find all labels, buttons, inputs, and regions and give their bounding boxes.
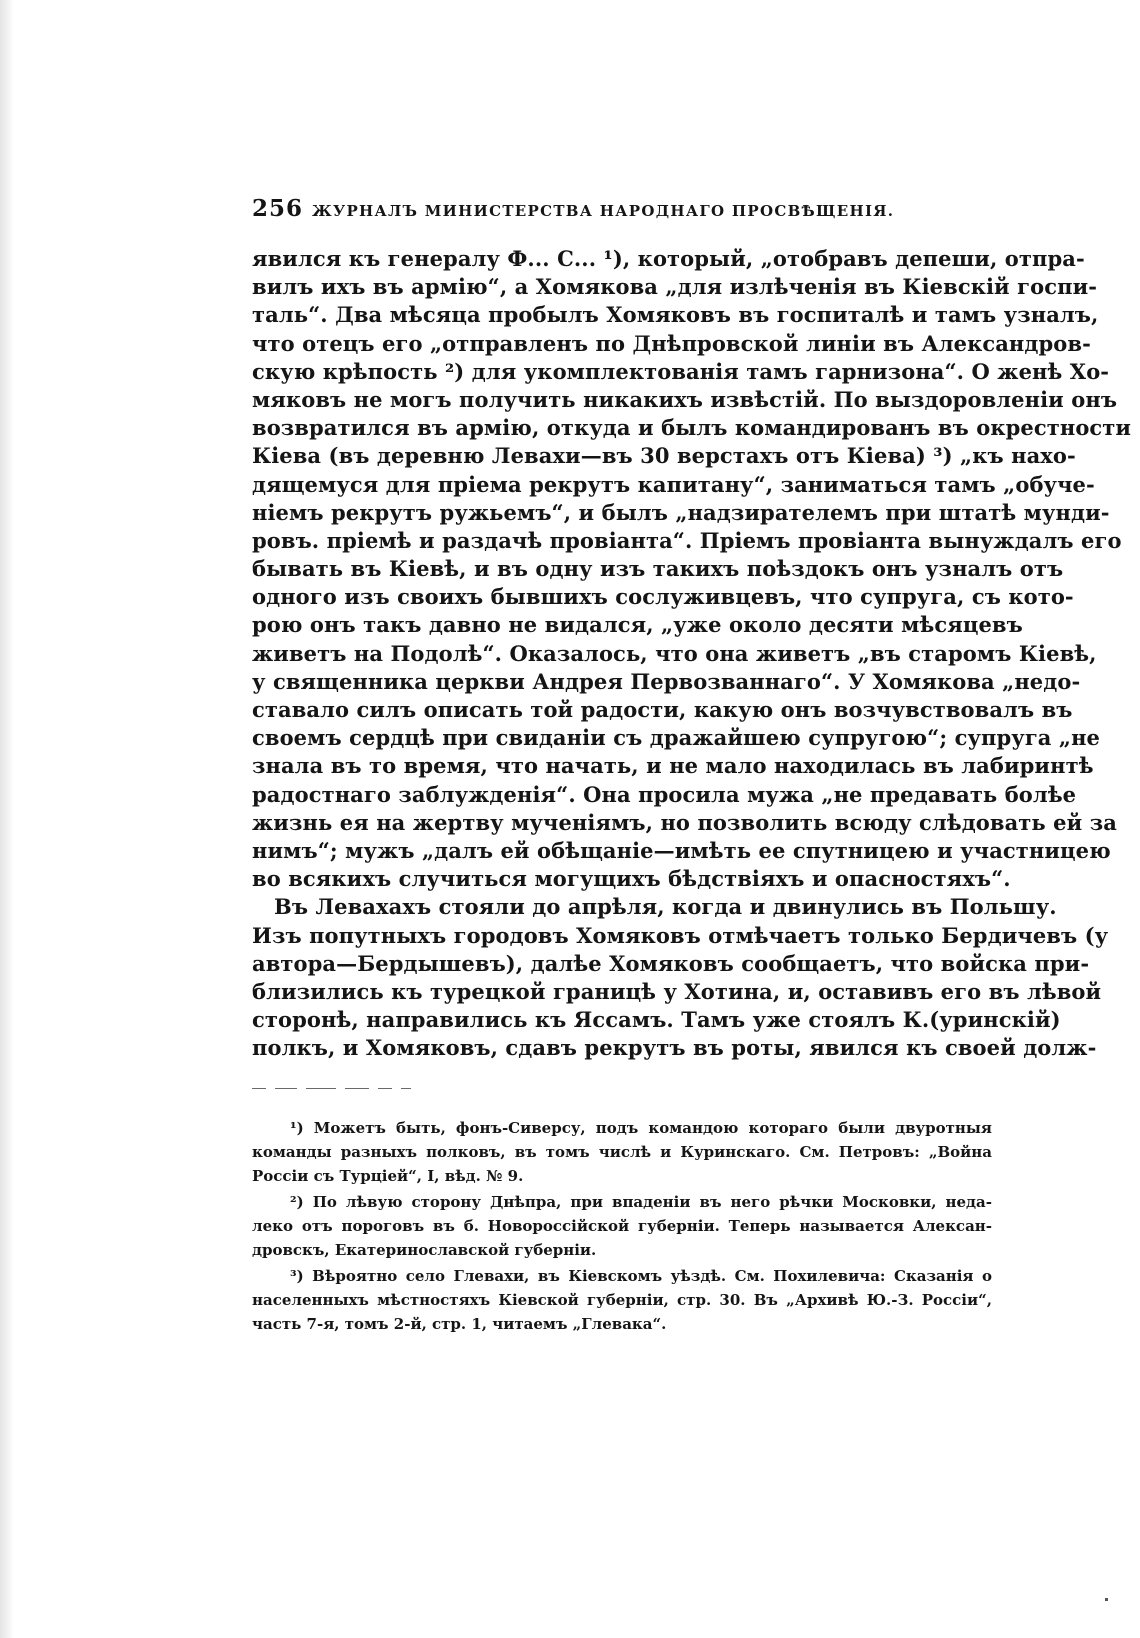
footnote-line: Россіи съ Турціей“, I, вѣд. № 9. xyxy=(252,1167,524,1186)
footnote-separator xyxy=(252,1082,992,1094)
text-line: нимъ“; мужъ „далъ ей обѣщаніе—имѣть ее спутницею и участницею xyxy=(252,837,1111,863)
running-title: ЖУРНАЛЪ МИНИСТЕРСТВА НАРОДНАГО ПРОСВѢЩЕНІЯ. xyxy=(312,202,895,220)
footnote-line: леко отъ пороговъ въ б. Новороссійской губерніи. Теперь называется Алексан- xyxy=(252,1217,992,1236)
text-line: мяковъ не могъ получить никакихъ извѣстій. По выздоровленіи онъ xyxy=(252,386,1118,412)
text-line: рою онъ такъ давно не видался, „уже около десяти мѣсяцевъ xyxy=(252,612,1023,638)
text-line: Въ Левахахъ стояли до апрѣля, когда и двинулись въ Польшу. xyxy=(274,894,1057,920)
text-line: сторонѣ, направились къ Яссамъ. Тамъ уже стоялъ К.(уринскій) xyxy=(252,1007,1061,1033)
text-line: что отецъ его „отправленъ по Днѣпровской линіи въ Александров- xyxy=(252,330,1091,356)
text-line: вилъ ихъ въ армію“, а Хомякова „для излѣченія въ Кіевскій госпи- xyxy=(252,274,1098,300)
footnotes xyxy=(252,1116,992,1336)
text-line: во всякихъ случиться могущихъ бѣдствіяхъ и опасностяхъ“. xyxy=(252,866,1011,892)
footnote-line: команды разныхъ полковъ, въ томъ числѣ и Куринскаго. См. Петровъ: „Война xyxy=(252,1143,992,1162)
text-line: ніемъ рекрутъ ружьемъ“, и былъ „надзирателемъ при штатѣ мунди- xyxy=(252,499,1110,525)
text-line: скую крѣпость ²) для укомплектованія тамъ гарнизона“. О женѣ Хо- xyxy=(252,358,1110,384)
text-line: ровъ. пріемѣ и раздачѣ провіанта“. Пріемъ провіанта вынуждалъ его xyxy=(252,527,1122,553)
footnote-line: ³) Вѣроятно село Глевахи, въ Кіевскомъ уѣздѣ. См. Похилевича: Сказанія о xyxy=(290,1267,992,1286)
scan-speck xyxy=(1105,1598,1108,1601)
text-line: ставало силъ описать той радости, какую онъ возчувствовалъ въ xyxy=(252,697,1073,722)
footnote-1 xyxy=(252,1116,992,1188)
footnote-line: ¹) Можетъ быть, фонъ-Сиверсу, подъ командою котораго были двуротныя xyxy=(290,1119,992,1138)
text-line: одного изъ своихъ бывшихъ сослуживцевъ, что супруга, съ кото- xyxy=(252,584,1074,610)
text-line: жизнь ея на жертву мученіямъ, но позволить всюду слѣдовать ей за xyxy=(252,809,1117,835)
text-line: живетъ на Подолѣ“. Оказалось, что она живетъ „въ старомъ Кіевѣ, xyxy=(252,640,1097,666)
page-header xyxy=(252,195,992,235)
text-line: своемъ сердцѣ при свиданіи съ дражайшею супругою“; супруга „не xyxy=(252,725,1101,751)
footnote-line: часть 7-я, томъ 2-й, стр. 1, читаемъ „Глевака“. xyxy=(252,1315,667,1334)
text-line: автора—Бердышевъ), далѣе Хомяковъ сообщаетъ, что войска при- xyxy=(252,950,1090,976)
text-line: радостнаго заблужденія“. Она просила мужа „не предавать болѣе xyxy=(252,781,1077,807)
main-text xyxy=(252,245,1132,1062)
text-line: близились къ турецкой границѣ у Хотина, и, оставивъ его въ лѣвой xyxy=(252,978,1102,1004)
text-line: знала въ то время, что начать, и не мало находилась въ лабиринтѣ xyxy=(252,753,1094,779)
text-line: Кіева (въ деревню Левахи—въ 30 верстахъ отъ Кіева) ³) „къ нахо- xyxy=(252,443,1076,469)
footnote-line: ²) По лѣвую сторону Днѣпра, при впаденіи въ него рѣчки Московки, неда- xyxy=(290,1193,992,1212)
footnote-line: населенныхъ мѣстностяхъ Кіевской губерніи, стр. 30. Въ „Архивѣ Ю.-З. Россіи“, xyxy=(252,1291,992,1310)
text-line: у священника церкви Андрея Первозваннаго“. У Хомякова „недо- xyxy=(252,668,1081,694)
text-line: бывать въ Кіевѣ, и въ одну изъ такихъ поѣздокъ онъ узналъ отъ xyxy=(252,556,1064,582)
text-line: таль“. Два мѣсяца пробылъ Хомяковъ въ госпиталѣ и тамъ узналъ, xyxy=(252,302,1099,328)
text-line: явился къ генералу Ф... С... ¹), который, „отобравъ депеши, отпра- xyxy=(252,246,1085,271)
page-number: 256 xyxy=(252,195,304,222)
footnote-line: дровскъ, Екатеринославской губерніи. xyxy=(252,1241,597,1260)
text-line: Изъ попутныхъ городовъ Хомяковъ отмѣчаетъ только Бердичевъ (у xyxy=(252,922,1109,948)
text-line: полкъ, и Хомяковъ, сдавъ рекрутъ въ роты, явился къ своей долж- xyxy=(252,1035,1097,1061)
footnote-3 xyxy=(252,1264,992,1336)
scan-edge-shadow xyxy=(0,0,14,1638)
footnote-2 xyxy=(252,1190,992,1262)
text-line: возвратился въ армію, откуда и былъ командированъ въ окрестности xyxy=(252,415,1132,441)
page xyxy=(252,195,1132,1336)
text-line: дящемуся для пріема рекрутъ капитану“, заниматься тамъ „обуче- xyxy=(252,471,1095,497)
